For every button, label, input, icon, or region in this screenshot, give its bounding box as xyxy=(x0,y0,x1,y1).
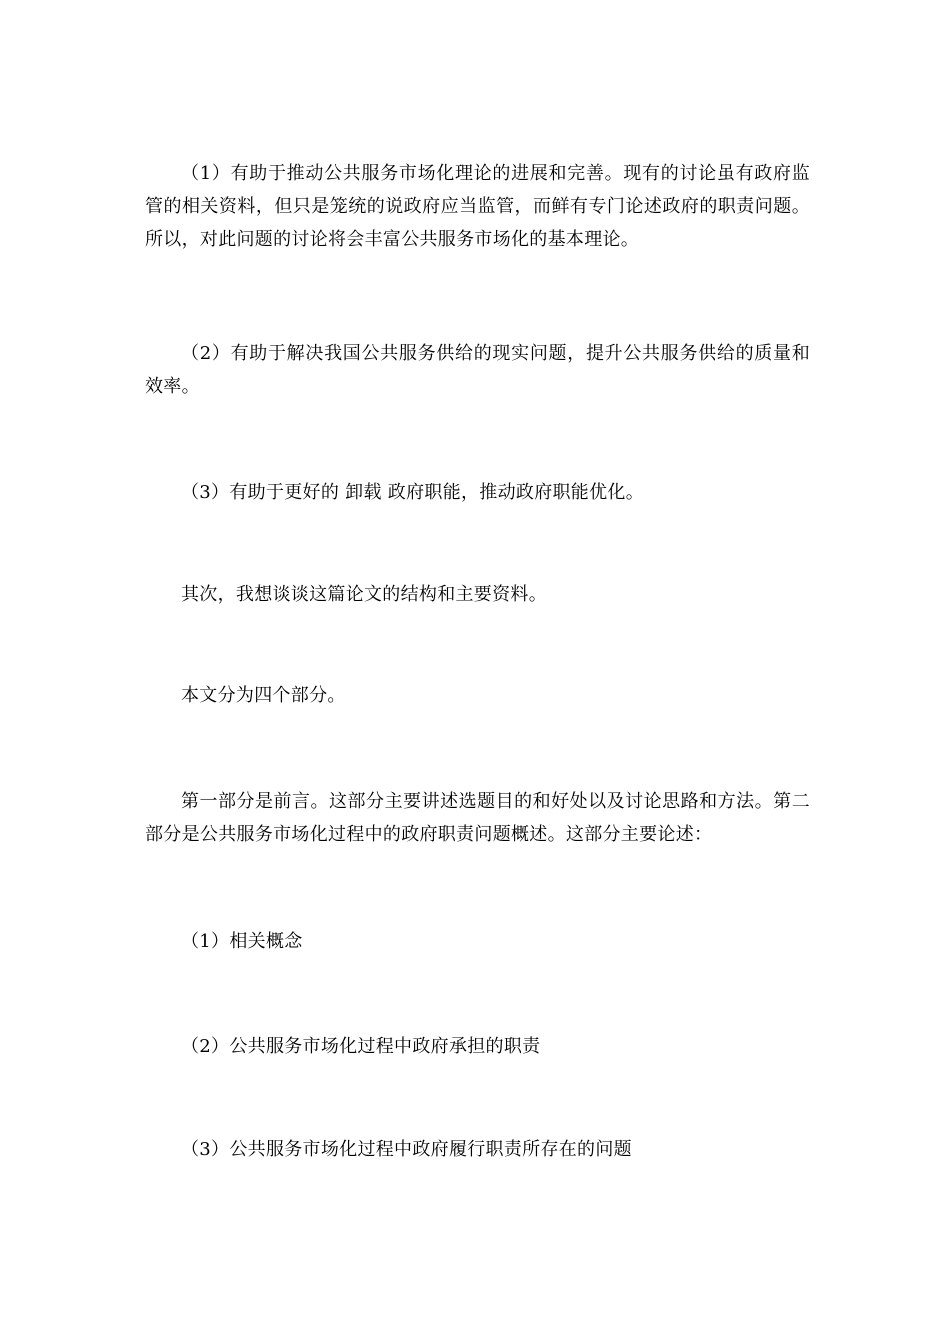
paragraph-structure-intro: 其次，我想谈谈这篇论文的结构和主要资料。 xyxy=(181,584,547,605)
paragraph-significance-1: （1）有助于推动公共服务市场化理论的进展和完善。现有的讨论虽有政府监管的相关资料，但只是笼统的说政府应当监管，而鲜有专门论述政府的职责问题。所以，对此问题的讨论将会丰富公共服务市场化的基本理论。 xyxy=(145,163,810,250)
paragraph-significance-2: （2）有助于解决我国公共服务供给的现实问题，提升公共服务供给的质量和效率。 xyxy=(145,343,810,397)
paragraph-four-parts: 本文分为四个部分。 xyxy=(181,685,346,706)
list-item-concepts: （1）相关概念 xyxy=(181,931,303,952)
list-item-responsibilities: （2）公共服务市场化过程中政府承担的职责 xyxy=(181,1036,541,1057)
paragraph-part-one-two: 第一部分是前言。这部分主要讲述选题目的和好处以及讨论思路和方法。第二部分是公共服务市场化过程中的政府职责问题概述。这部分主要论述： xyxy=(145,791,810,845)
paragraph-significance-3: （3）有助于更好的 卸载 政府职能，推动政府职能优化。 xyxy=(181,482,644,503)
list-item-problems: （3）公共服务市场化过程中政府履行职责所存在的问题 xyxy=(181,1139,632,1160)
